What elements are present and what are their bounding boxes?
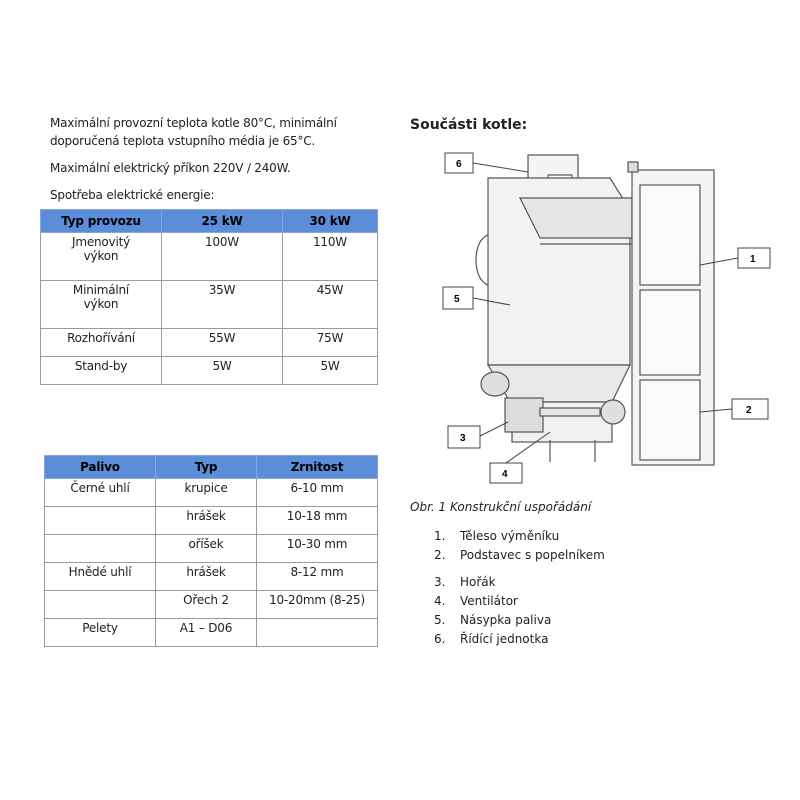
callout-5: 5	[454, 294, 460, 305]
cell-fuel: Černé uhlí	[45, 479, 156, 507]
list-item	[434, 573, 605, 592]
cell-25kw: 55W	[162, 329, 283, 357]
cell-type: oříšek	[156, 535, 257, 563]
figure-caption: Obr. 1 Konstrukční uspořádání	[410, 500, 592, 514]
exchanger-door-middle	[640, 290, 700, 375]
cell-type: hrášek	[156, 507, 257, 535]
parts-list	[434, 527, 605, 649]
header-fuel: Palivo	[45, 456, 156, 479]
item-number: 5.	[434, 613, 446, 627]
table-row	[41, 357, 378, 385]
item-number: 2.	[434, 548, 446, 562]
intro-line-1: Maximální provozní teplota kotle 80°C, minimální	[50, 116, 337, 130]
hopper-lid	[520, 198, 632, 238]
cell-type: krupice	[156, 479, 257, 507]
cell-size: 10-18 mm	[257, 507, 378, 535]
table-row	[45, 479, 378, 507]
header-type: Typ	[156, 456, 257, 479]
callout-6: 6	[456, 159, 462, 170]
callout-line-3	[480, 422, 508, 436]
cell-30kw: 5W	[283, 357, 378, 385]
callout-line-6	[473, 163, 528, 172]
item-number: 1.	[434, 529, 446, 543]
mode-text: výkon	[83, 297, 119, 311]
mode-text: Minimální	[72, 283, 130, 297]
fan-motor	[481, 372, 509, 396]
table-row	[41, 281, 378, 329]
cell-mode: Stand-by	[41, 357, 162, 385]
boiler-drawing	[476, 155, 714, 465]
cell-25kw: 35W	[162, 281, 283, 329]
item-number: 3.	[434, 575, 446, 589]
feeder-tube	[540, 408, 600, 416]
item-number: 4.	[434, 594, 446, 608]
cell-mode: Rozhořívání	[41, 329, 162, 357]
item-label: Ventilátor	[460, 594, 518, 608]
intro-line-4: Spotřeba elektrické energie:	[50, 188, 215, 202]
callout-3: 3	[460, 433, 466, 444]
callout-2: 2	[746, 405, 752, 416]
cell-size	[257, 619, 378, 647]
item-number: 6.	[434, 632, 446, 646]
parts-title: Součásti kotle:	[410, 117, 528, 133]
cell-fuel: Hnědé uhlí	[45, 563, 156, 591]
cell-30kw: 45W	[283, 281, 378, 329]
item-label: Násypka paliva	[460, 613, 552, 627]
header-size: Zrnitost	[257, 456, 378, 479]
boiler-diagram	[400, 140, 780, 490]
cell-30kw: 110W	[283, 233, 378, 281]
exchanger-door-top	[640, 185, 700, 285]
intro-line-3: Maximální elektrický příkon 220V / 240W.	[50, 161, 291, 175]
table-row	[41, 329, 378, 357]
hopper-handle	[476, 235, 488, 285]
table-header-row	[45, 456, 378, 479]
item-label: Řídící jednotka	[460, 632, 549, 646]
cell-size: 8-12 mm	[257, 563, 378, 591]
list-item	[434, 527, 605, 546]
table-header-row	[41, 210, 378, 233]
flue-cap	[628, 162, 638, 172]
header-25kw: 25 kW	[162, 210, 283, 233]
item-label: Těleso výměníku	[460, 529, 560, 543]
table-row	[41, 233, 378, 281]
power-consumption-table	[40, 209, 378, 385]
cell-25kw: 100W	[162, 233, 283, 281]
cell-30kw: 75W	[283, 329, 378, 357]
intro-line-2: doporučená teplota vstupního média je 65°C.	[50, 134, 316, 148]
cell-type: Ořech 2	[156, 591, 257, 619]
table-row	[45, 563, 378, 591]
list-item	[434, 630, 605, 649]
item-label: Hořák	[460, 575, 496, 589]
cell-mode	[41, 281, 162, 329]
list-item	[434, 546, 605, 565]
burner-flange	[601, 400, 625, 424]
cell-type: hrášek	[156, 563, 257, 591]
ash-drawer	[640, 380, 700, 460]
cell-size: 6-10 mm	[257, 479, 378, 507]
cell-fuel	[45, 591, 156, 619]
cell-fuel	[45, 535, 156, 563]
list-item	[434, 611, 605, 630]
callout-4: 4	[502, 469, 508, 480]
header-mode: Typ provozu	[41, 210, 162, 233]
mode-text: výkon	[83, 249, 119, 263]
cell-size: 10-30 mm	[257, 535, 378, 563]
item-label: Podstavec s popelníkem	[460, 548, 605, 562]
cell-25kw: 5W	[162, 357, 283, 385]
cell-fuel	[45, 507, 156, 535]
cell-type: A1 – D06	[156, 619, 257, 647]
list-item	[434, 592, 605, 611]
cell-mode	[41, 233, 162, 281]
header-30kw: 30 kW	[283, 210, 378, 233]
mode-text: Jmenovitý	[71, 235, 130, 249]
table-row	[45, 591, 378, 619]
cell-fuel: Pelety	[45, 619, 156, 647]
table-row	[45, 535, 378, 563]
callout-1: 1	[750, 254, 756, 265]
cell-size: 10-20mm (8-25)	[257, 591, 378, 619]
burner-body	[505, 398, 543, 432]
table-row	[45, 507, 378, 535]
fuel-table	[44, 455, 378, 647]
table-row	[45, 619, 378, 647]
